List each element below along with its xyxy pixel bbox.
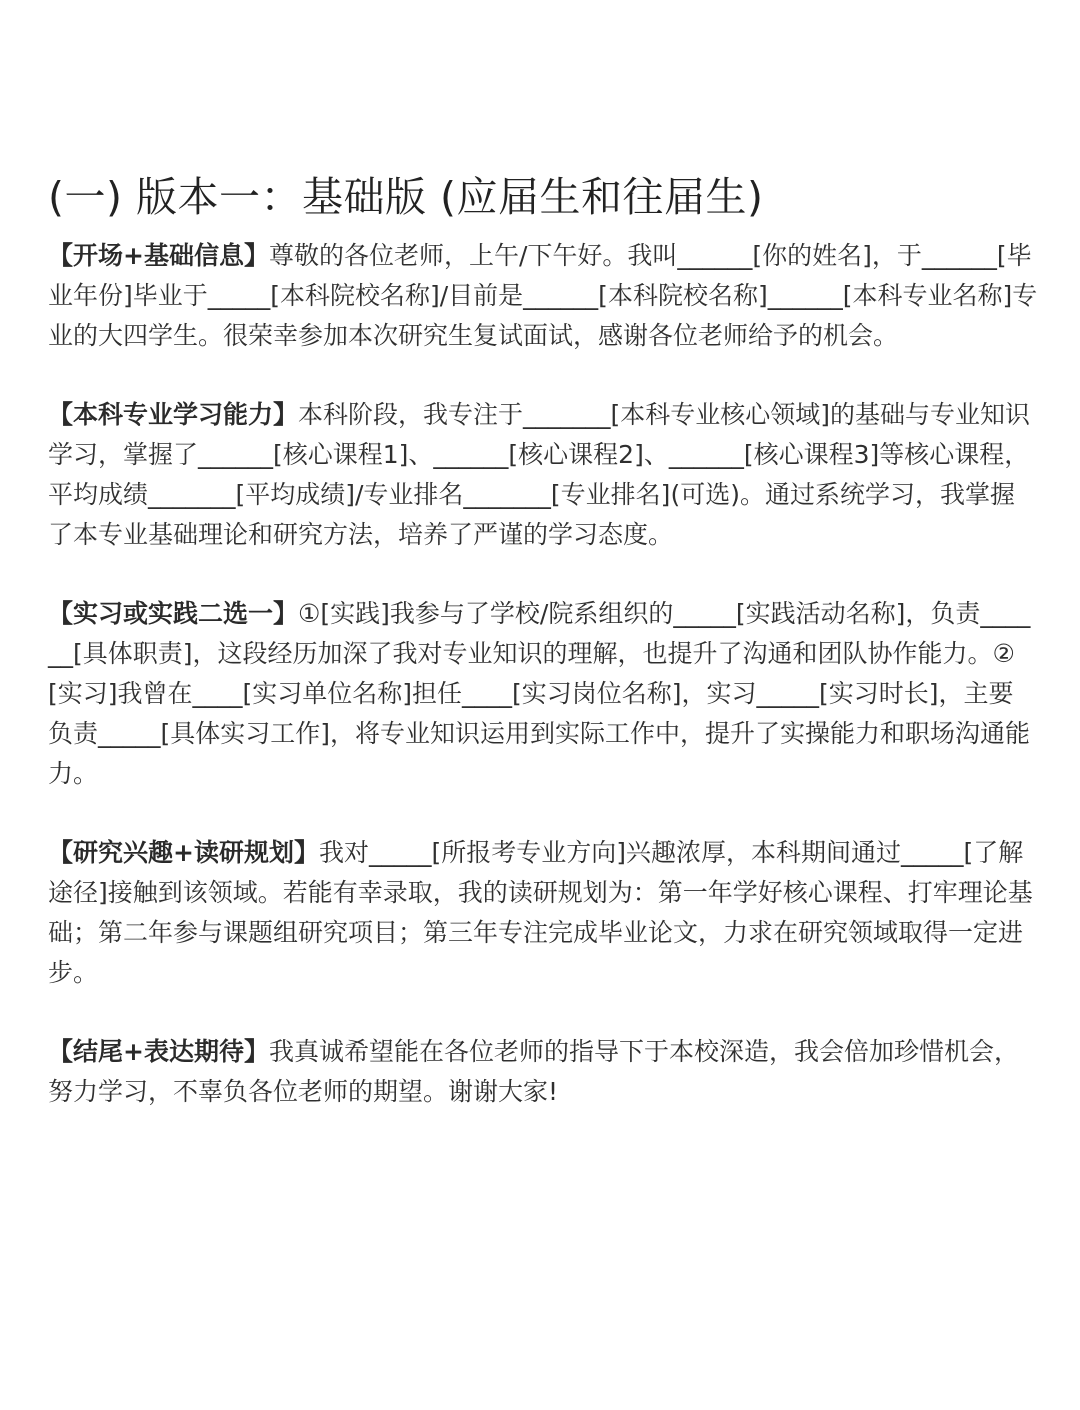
section-research-plan [48, 833, 1038, 993]
section-text: 我真诚希望能在各位老师的指导下于本校深造，我会倍加珍惜机会，努力学习，不辜负各位老师的期望。谢谢大家! [48, 1037, 1019, 1106]
section-heading: 【开场+基础信息】 [48, 241, 269, 270]
section-academic-ability [48, 395, 1038, 555]
document-title: (一) 版本一：基础版 (应届生和往届生) [48, 173, 764, 221]
section-closing [48, 1032, 1038, 1112]
section-opening [48, 236, 1038, 356]
section-heading: 【结尾+表达期待】 [48, 1037, 269, 1066]
section-heading: 【实习或实践二选一】 [48, 599, 299, 628]
section-text: ①[实践]我参与了学校/院系组织的_____[实践活动名称]，负责______[具体职责]，这段经历加深了我对专业知识的理解，也提升了沟通和团队协作能力。②[实习]我曾在____[实习单位名称]担任____[实习岗位名称]，实习_____[实习时长]，主要负责_____[具体实习工作]，将专业知识运用到实际工作中，提升了实操能力和职场沟通能力。 [48, 599, 1031, 788]
section-text: 本科阶段，我专注于_______[本科专业核心领域]的基础与专业知识学习，掌握了______[核心课程1]、______[核心课程2]、______[核心课程3]等核心课程，平均成绩_______[平均成绩]/专业排名_______[专业排名](可选)。通过系统学习，我掌握了本专业基础理论和研究方法，培养了严谨的学习态度。 [48, 400, 1031, 549]
document [48, 166, 1038, 1151]
section-heading: 【本科专业学习能力】 [48, 400, 299, 429]
section-internship-practice [48, 594, 1038, 794]
section-text: 我对_____[所报考专业方向]兴趣浓厚，本科期间通过_____[了解途径]接触到该领域。若能有幸录取，我的读研规划为：第一年学好核心课程、打牢理论基础；第二年参与课题组研究项目；第三年专注完成毕业论文，力求在研究领域取得一定进步。 [48, 838, 1033, 987]
section-heading: 【研究兴趣+读研规划】 [48, 838, 319, 867]
section-text: 尊敬的各位老师，上午/下午好。我叫______[你的姓名]，于______[毕业年份]毕业于_____[本科院校名称]/目前是______[本科院校名称]______[本科专业名称]专业的大四学生。很荣幸参加本次研究生复试面试，感谢各位老师给予的机会。 [48, 241, 1038, 350]
